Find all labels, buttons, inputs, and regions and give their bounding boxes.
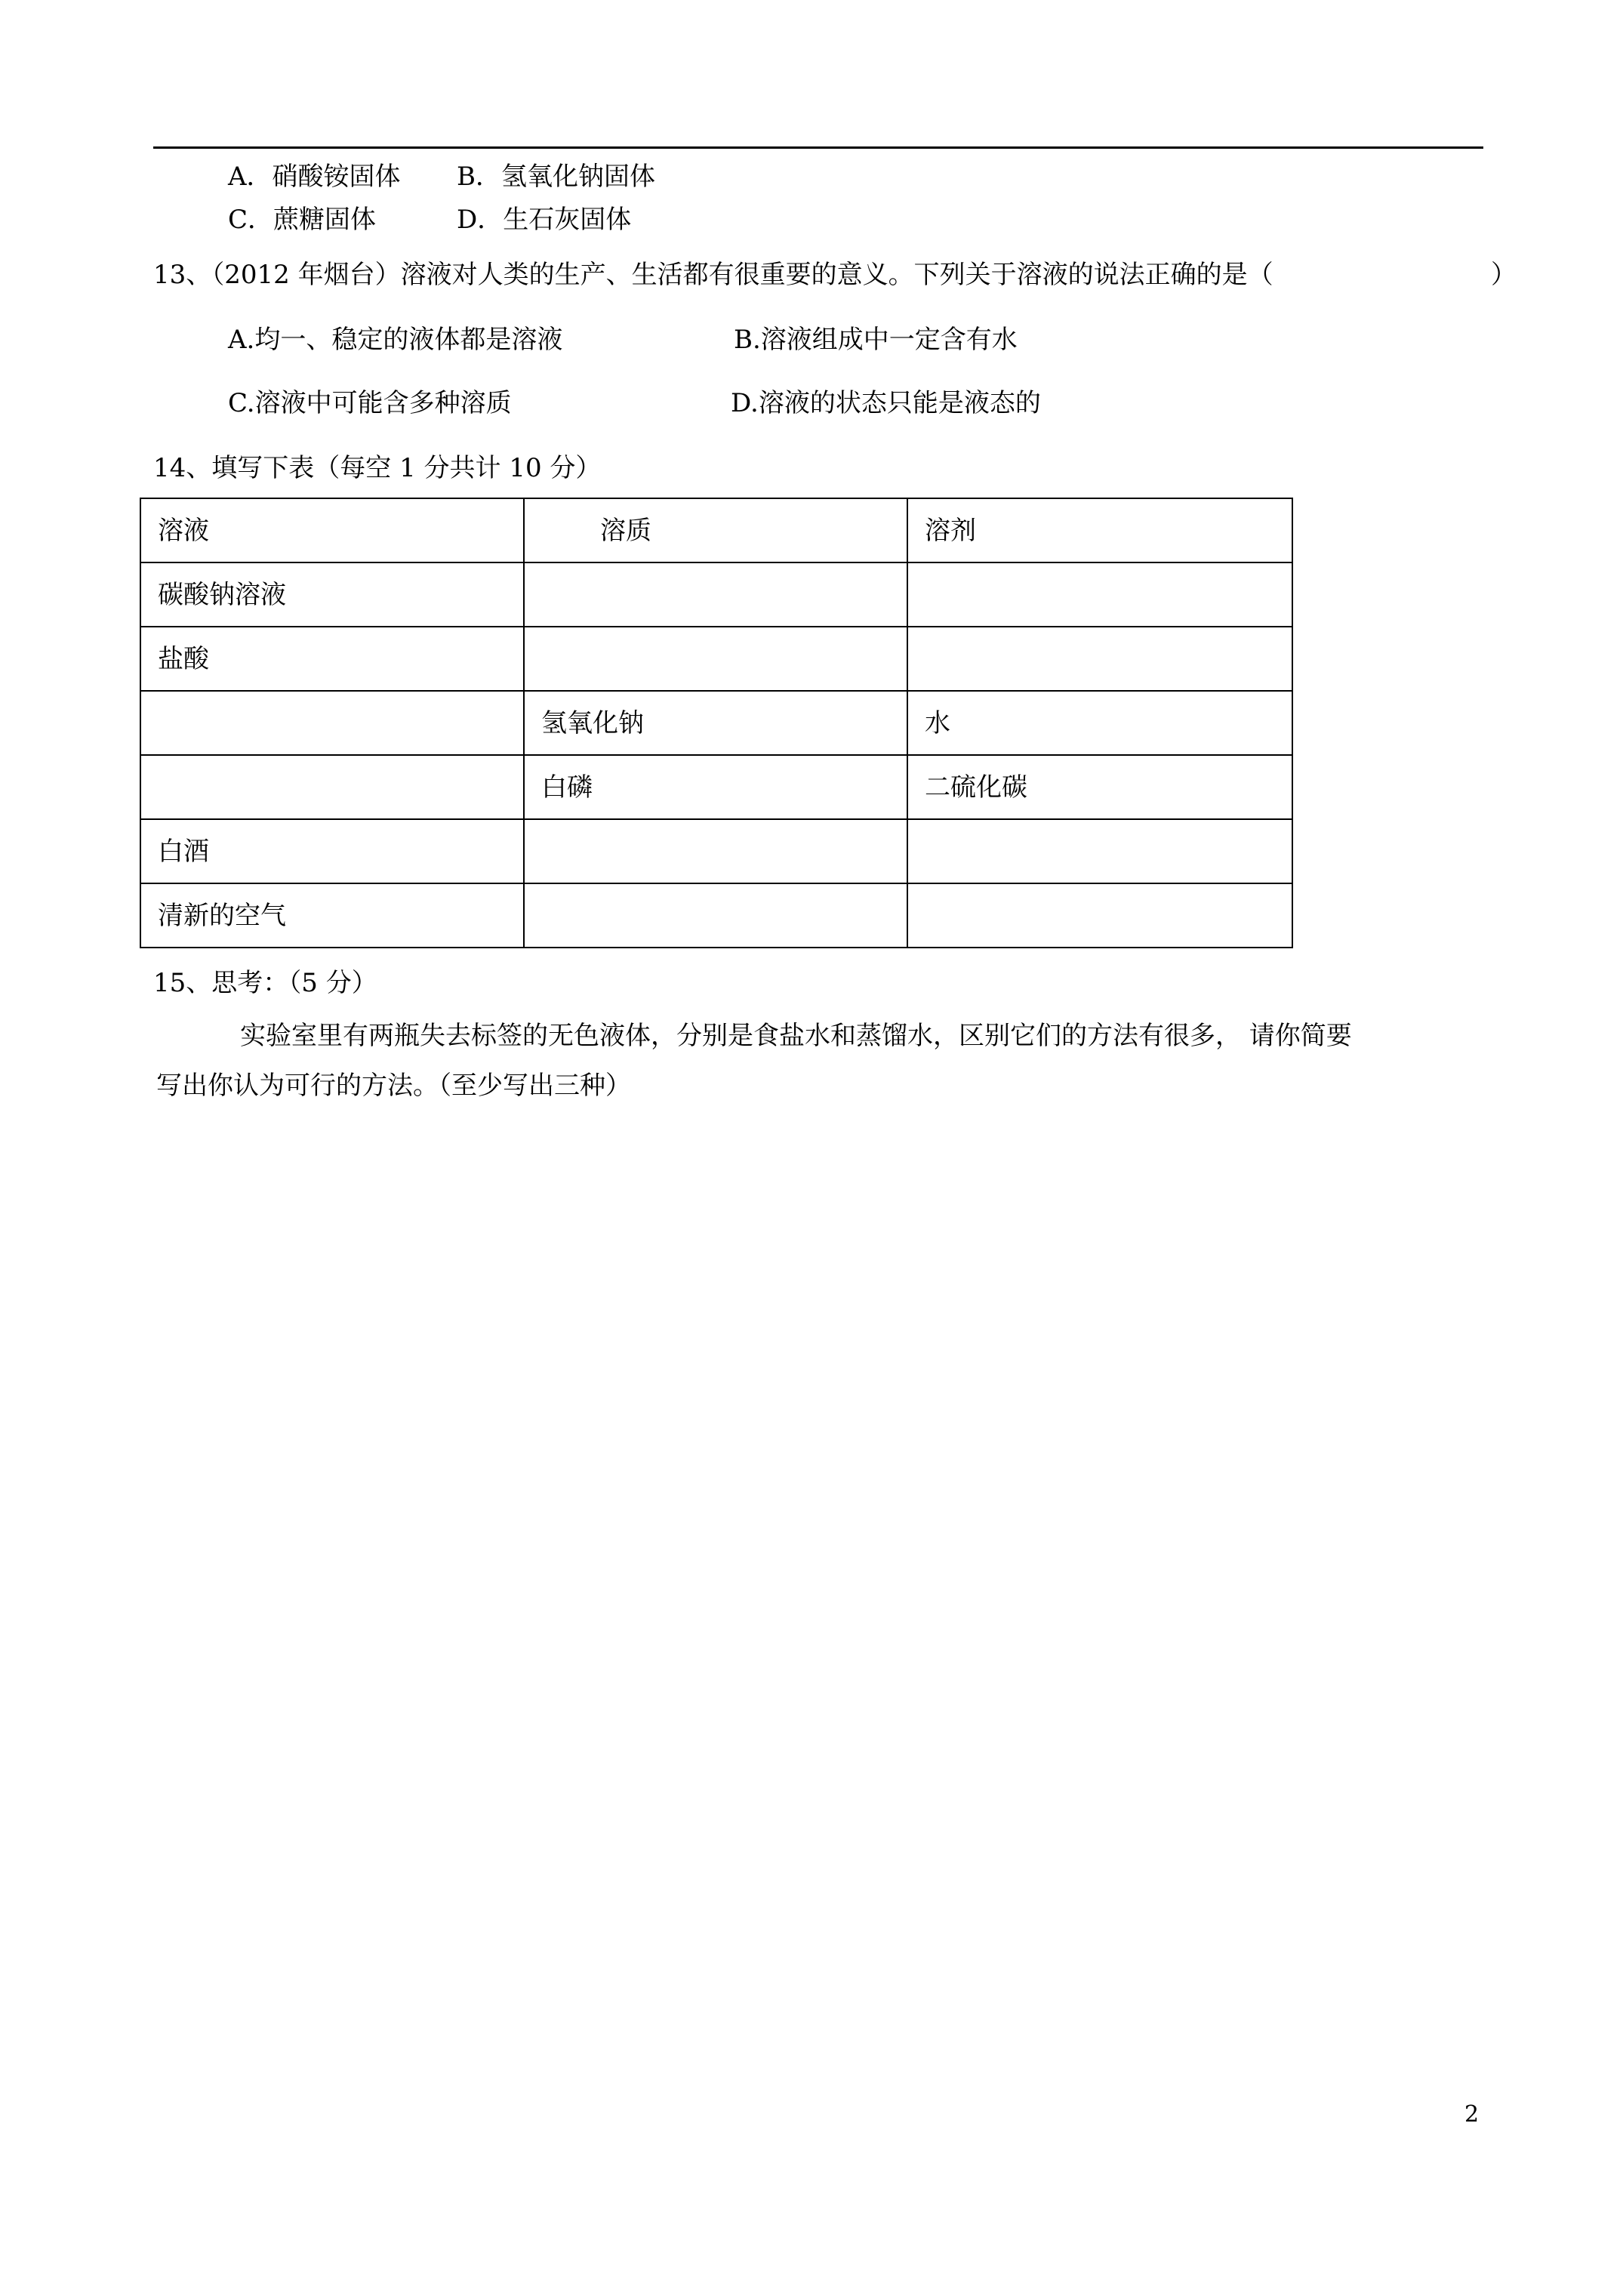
q13-option-c: C.溶液中可能含多种溶质 [228, 388, 512, 418]
q14-stem: 14、填写下表（每空 1 分共计 10 分） [153, 453, 602, 483]
solution-table [140, 498, 1293, 948]
table-row [140, 691, 1292, 755]
table-row [140, 755, 1292, 819]
cell-solute [524, 562, 907, 627]
cell-solution: 盐酸 [140, 627, 524, 691]
cell-solute [524, 819, 907, 883]
cell-solvent [907, 627, 1292, 691]
cell-solvent [907, 819, 1292, 883]
q13-option-b: B.溶液组成中一定含有水 [734, 325, 1018, 355]
cell-solution [140, 691, 524, 755]
cell-solute [524, 627, 907, 691]
q13-answer-close-paren: ） [1491, 260, 1517, 290]
cell-solvent [907, 562, 1292, 627]
table-header-row [140, 498, 1292, 562]
header-solution: 溶液 [140, 498, 524, 562]
page-number: 2 [1464, 2101, 1480, 2128]
cell-solvent [907, 883, 1292, 948]
header-solvent: 溶剂 [907, 498, 1292, 562]
q15-body-line-2: 写出你认为可行的方法。（至少写出三种） [156, 1071, 631, 1101]
table-row [140, 883, 1292, 948]
cell-solvent: 二硫化碳 [907, 755, 1292, 819]
cell-solute: 氢氧化钠 [524, 691, 907, 755]
cell-solvent: 水 [907, 691, 1292, 755]
q13-option-a: A.均一、稳定的液体都是溶液 [228, 325, 563, 355]
cell-solution: 清新的空气 [140, 883, 524, 948]
table-row [140, 562, 1292, 627]
cell-solute: 白磷 [524, 755, 907, 819]
cell-solution: 白酒 [140, 819, 524, 883]
q12-options-row-1 [228, 160, 655, 193]
q15-body-line-1: 实验室里有两瓶失去标签的无色液体，分别是食盐水和蒸馏水，区别它们的方法有很多， 请你简要 [240, 1021, 1352, 1051]
q15-stem: 15、思考：（5 分） [153, 968, 377, 998]
q13-stem: 13、（2012 年烟台）溶液对人类的生产、生活都有很重要的意义。下列关于溶液的说法正确的是（ [153, 260, 1273, 290]
table-row [140, 819, 1292, 883]
q12-option-a: A．硝酸铵固体 [228, 162, 401, 192]
cell-solution [140, 755, 524, 819]
cell-solute [524, 883, 907, 948]
q13-option-d: D.溶液的状态只能是液态的 [731, 388, 1041, 418]
q12-option-b: B．氢氧化钠固体 [457, 162, 655, 192]
header-rule [153, 146, 1483, 149]
q12-options-row-2 [228, 203, 631, 236]
q12-option-d: D．生石灰固体 [457, 205, 632, 235]
header-solute: 溶质 [524, 498, 907, 562]
table-row [140, 627, 1292, 691]
cell-solution: 碳酸钠溶液 [140, 562, 524, 627]
q12-option-c: C．蔗糖固体 [228, 205, 377, 235]
